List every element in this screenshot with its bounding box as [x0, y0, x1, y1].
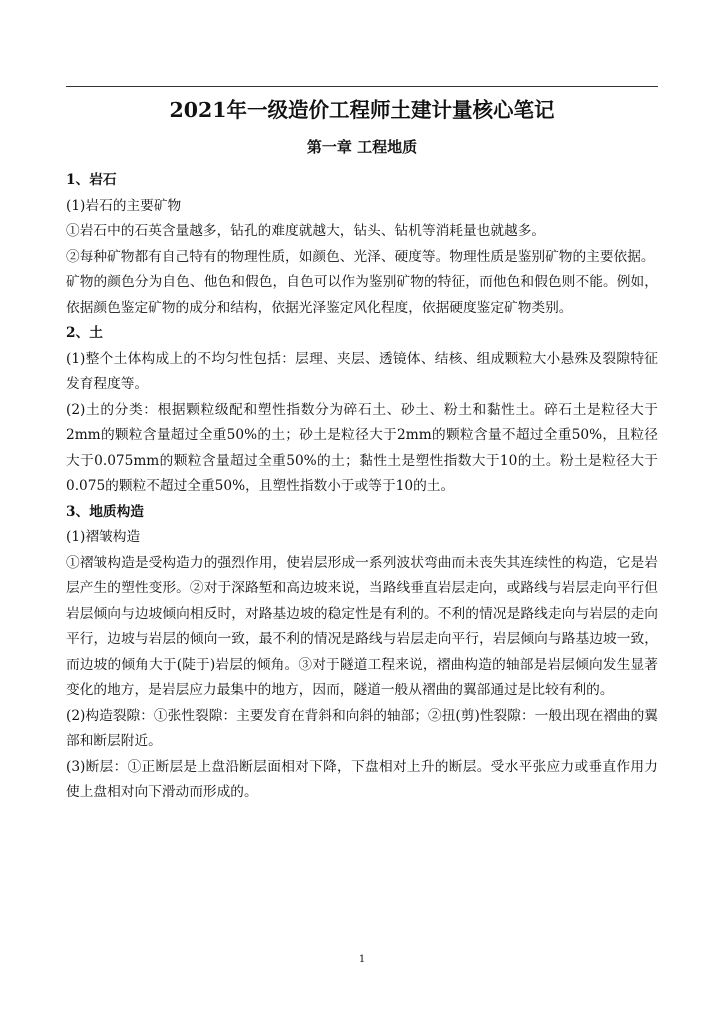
paragraph: (2)土的分类：根据颗粒级配和塑性指数分为碎石土、砂土、粉土和黏性土。碎石土是粒径大于2mm的颗粒含量超过全重50%的土；砂土是粒径大于2mm的颗粒含量不超过全重50%，且粒径大于0.075mm的颗粒含量超过全重50%的土；黏性土是塑性指数大于10的土。粉土是粒径大于0.075的颗粒不超过全重50%，且塑性指数小于或等于10的土。: [66, 401, 658, 494]
section-heading-rock: 1、岩石: [66, 172, 117, 188]
document-title: 2021年一级造价工程师土建计量核心笔记: [169, 98, 555, 122]
paragraph: ①褶皱构造是受构造力的强烈作用，使岩层形成一系列波状弯曲而未丧失其连续性的构造，它是岩层产生的塑性变形。②对于深路堑和高边坡来说，当路线垂直岩层走向，或路线与岩层走向平行但岩层倾向与边坡倾向相反时，对路基边坡的稳定性是有利的。不利的情况是路线走向与岩层的走向平行，边坡与岩层的倾向一致，最不利的情况是路线与岩层走向平行，岩层倾向与路基边坡一致，而边坡的倾角大于(陡于)岩层的倾角。③对于隧道工程来说，褶曲构造的轴部是岩层倾向发生显著变化的地方，是岩层应力最集中的地方，因而，隧道一般从褶曲的翼部通过是比较有利的。: [66, 554, 658, 698]
chapter-title: 第一章 工程地质: [306, 138, 418, 156]
section-heading-geologic-structure: 3、地质构造: [66, 503, 144, 520]
paragraph: ②每种矿物都有自己特有的物理性质，如颜色、光泽、硬度等。物理性质是鉴别矿物的主要依据。: [66, 248, 655, 265]
paragraph: 矿物的颜色分为自色、他色和假色，自色可以作为鉴别矿物的特征，而他色和假色则不能。例如，依据颜色鉴定矿物的成分和结构，依据光泽鉴定风化程度，依据硬度鉴定矿物类别。: [66, 274, 658, 316]
document-body: [66, 168, 658, 806]
paragraph: (2)构造裂隙：①张性裂隙：主要发育在背斜和向斜的轴部；②扭(剪)性裂隙：一般出现在褶曲的翼部和断层附近。: [66, 707, 658, 749]
paragraph: ①岩石中的石英含量越多，钻孔的难度就越大，钻头、钻机等消耗量也就越多。: [66, 223, 546, 239]
paragraph: (3)断层：①正断层是上盘沿断层面相对下降，下盘相对上升的断层。受水平张应力或垂直作用力使上盘相对向下滑动而形成的。: [66, 758, 658, 800]
header-rule: [66, 86, 658, 87]
paragraph: (1)岩石的主要矿物: [66, 197, 182, 214]
paragraph: (1)整个土体构成上的不均匀性包括：层理、夹层、透镜体、结核、组成颗粒大小悬殊及裂隙特征发育程度等。: [66, 350, 658, 392]
paragraph: (1)褶皱构造: [66, 529, 141, 545]
page-number: 1: [358, 954, 366, 965]
section-heading-soil: 2、土: [66, 325, 103, 341]
